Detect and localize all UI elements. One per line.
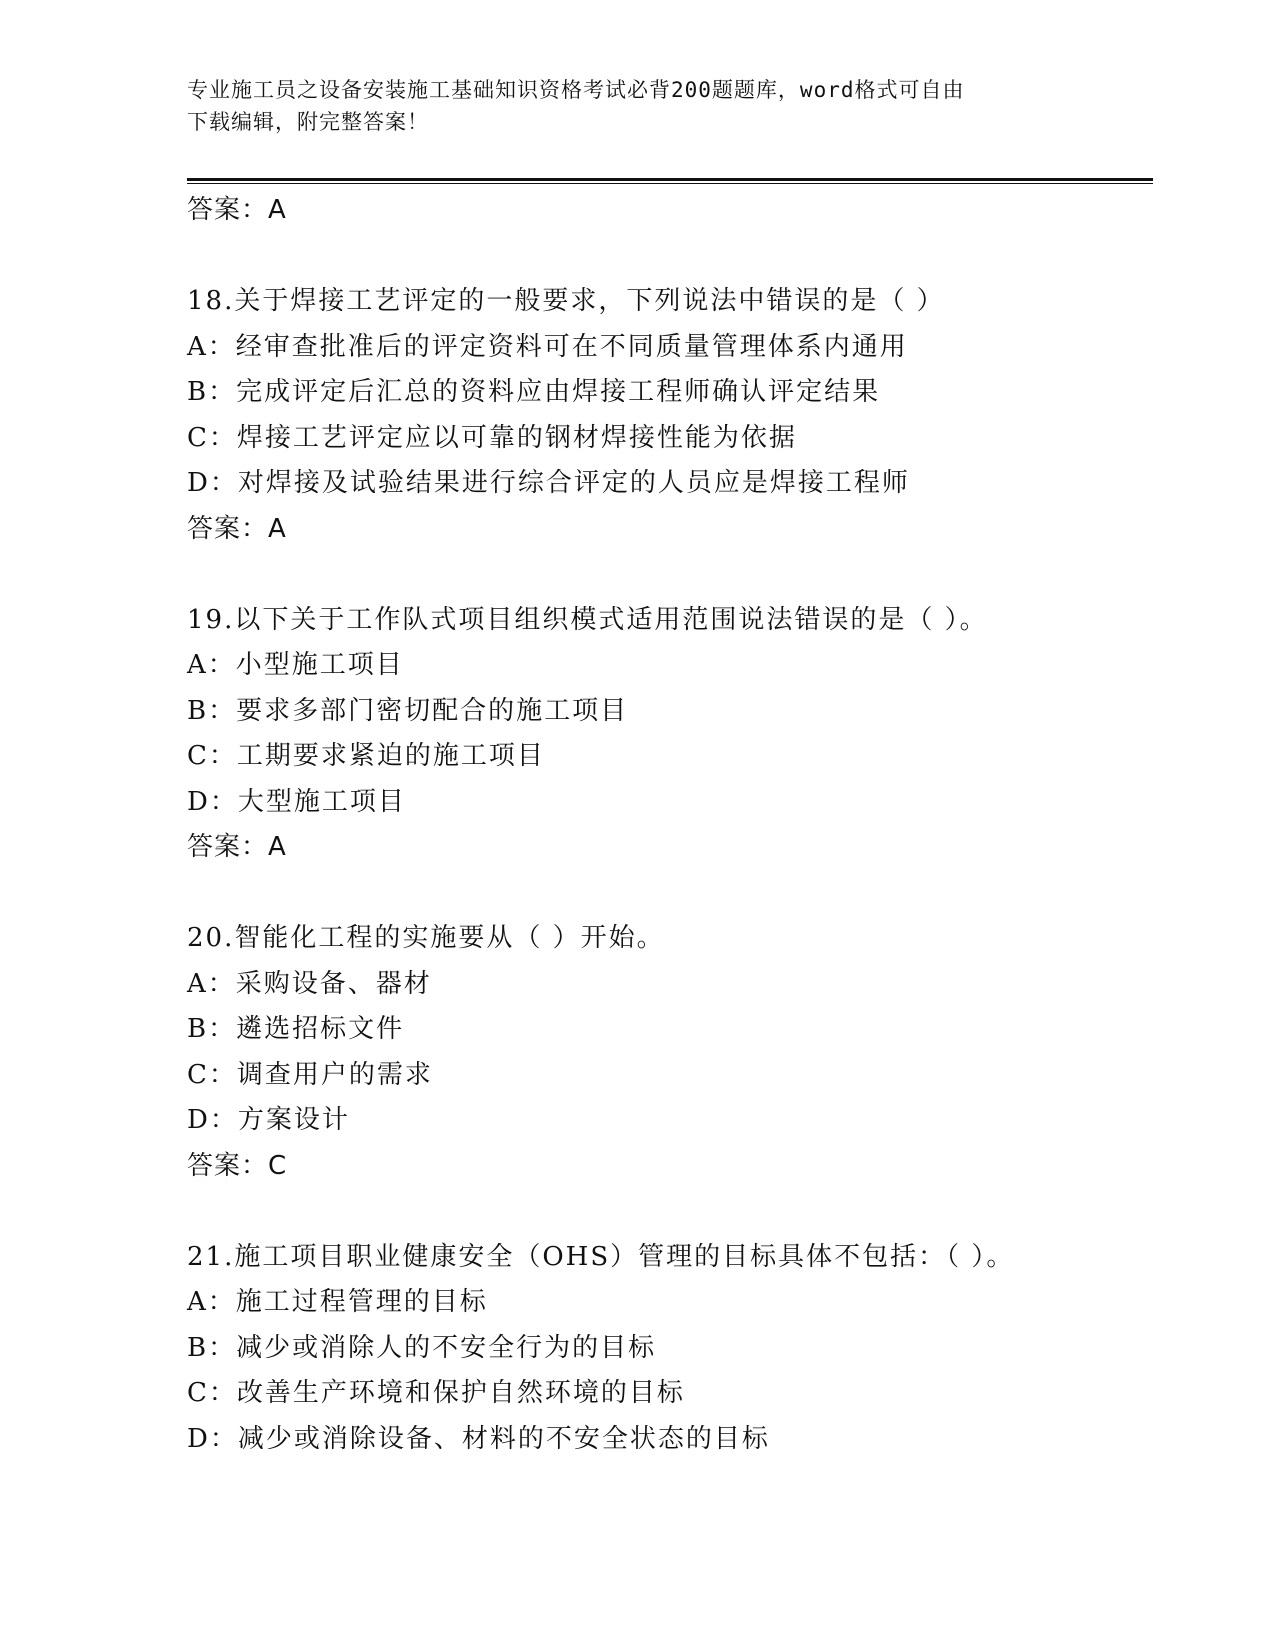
question-18 — [187, 279, 1147, 552]
option-b: B：完成评定后汇总的资料应由焊接工程师确认评定结果 — [187, 377, 881, 407]
question-19 — [187, 598, 1147, 871]
option-a: A：采购设备、器材 — [187, 968, 432, 999]
option-b: B：要求多部门密切配合的施工项目 — [187, 695, 629, 726]
option-b: B：减少或消除人的不安全行为的目标 — [187, 1332, 657, 1363]
option-d: D：对焊接及试验结果进行综合评定的人员应是焊接工程师 — [187, 468, 910, 498]
question-stem: 19.以下关于工作队式项目组织模式适用范围说法错误的是（ ）。 — [187, 604, 988, 635]
spacer — [187, 552, 1147, 598]
option-d: D：方案设计 — [187, 1105, 350, 1135]
spacer — [187, 871, 1147, 917]
question-stem: 20.智能化工程的实施要从（ ）开始。 — [187, 923, 665, 953]
option-a: A：施工过程管理的目标 — [187, 1287, 488, 1317]
header-divider-thick — [187, 178, 1153, 181]
question-20 — [187, 916, 1147, 1189]
option-c: C：调查用户的需求 — [187, 1059, 433, 1090]
question-stem: 21.施工项目职业健康安全（OHS）管理的目标具体不包括：（ ）。 — [187, 1241, 1015, 1272]
spacer — [187, 1189, 1147, 1235]
answer-label: 答案：A — [187, 832, 287, 862]
question-stem: 18.关于焊接工艺评定的一般要求，下列说法中错误的是（ ） — [187, 286, 945, 316]
option-c: C：焊接工艺评定应以可靠的钢材焊接性能为依据 — [187, 422, 797, 453]
option-c: C：改善生产环境和保护自然环境的目标 — [187, 1378, 685, 1408]
header-divider-thin — [187, 183, 1153, 184]
option-d: D：减少或消除设备、材料的不安全状态的目标 — [187, 1423, 770, 1454]
option-a: A：经审查批准后的评定资料可在不同质量管理体系内通用 — [187, 331, 908, 362]
document-header — [187, 74, 1087, 138]
option-a: A：小型施工项目 — [187, 650, 404, 680]
option-d: D：大型施工项目 — [187, 786, 406, 817]
option-c: C：工期要求紧迫的施工项目 — [187, 741, 545, 771]
previous-answer: 答案：A — [187, 195, 287, 225]
spacer — [187, 234, 1147, 280]
option-b: B：遴选招标文件 — [187, 1014, 405, 1044]
header-title-line-2: 下载编辑，附完整答案！ — [187, 110, 429, 134]
question-list — [187, 188, 1147, 1462]
header-title-line-1: 专业施工员之设备安装施工基础知识资格考试必背200题题库，word格式可自由 — [187, 78, 965, 102]
answer-label: 答案：A — [187, 513, 287, 544]
question-21 — [187, 1235, 1147, 1463]
answer-label: 答案：C — [187, 1150, 288, 1181]
